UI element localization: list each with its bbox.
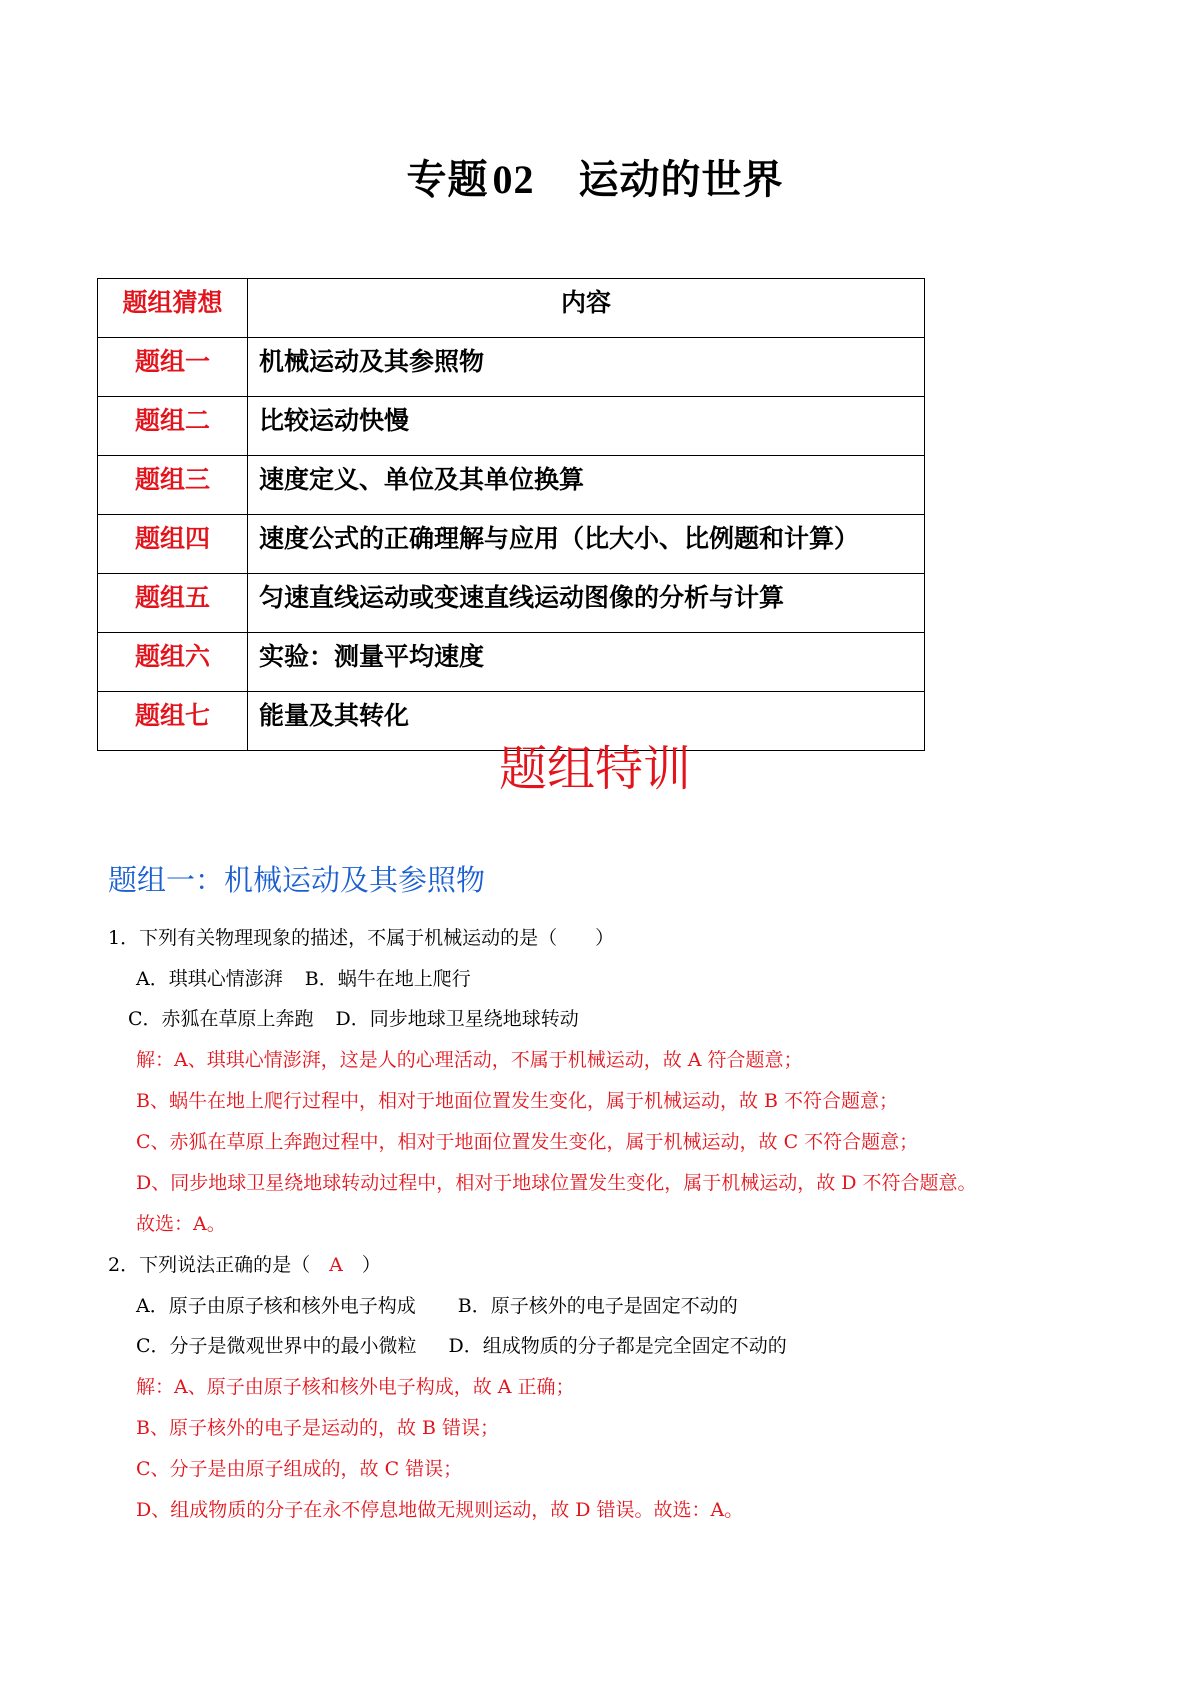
title-text: 运动的世界 bbox=[578, 157, 784, 203]
content-cell: 实验：测量平均速度 bbox=[248, 633, 925, 692]
question-2-options-cd bbox=[136, 1331, 787, 1358]
table-row bbox=[98, 574, 925, 633]
title-prefix: 专题 bbox=[406, 157, 489, 203]
group-cell: 题组四 bbox=[98, 515, 248, 574]
table-row bbox=[98, 515, 925, 574]
solution-line: C、赤狐在草原上奔跑过程中，相对于地面位置发生变化，属于机械运动，故 C 不符合题意； bbox=[136, 1131, 919, 1153]
table-row bbox=[98, 338, 925, 397]
group-cell: 题组一 bbox=[98, 338, 248, 397]
content-cell: 速度公式的正确理解与应用（比大小、比例题和计算） bbox=[248, 515, 925, 574]
content-cell: 能量及其转化 bbox=[248, 692, 925, 751]
question-2-stem bbox=[108, 1250, 381, 1277]
group-cell: 题组二 bbox=[98, 397, 248, 456]
header-group-cell: 题组猜想 bbox=[98, 279, 248, 338]
solution-line: B、原子核外的电子是运动的，故 B 错误； bbox=[136, 1417, 500, 1439]
table-header-row bbox=[98, 279, 925, 338]
option-d: D．组成物质的分子都是完全固定不动的 bbox=[448, 1335, 787, 1357]
solution-line: 故选：A。 bbox=[136, 1213, 226, 1235]
answer-text: A bbox=[329, 1254, 343, 1276]
question-1-stem: 1．下列有关物理现象的描述，不属于机械运动的是（ ） bbox=[108, 927, 615, 949]
solution-line: D、组成物质的分子在永不停息地做无规则运动，故 D 错误。故选：A。 bbox=[136, 1499, 744, 1521]
option-b: B．蜗牛在地上爬行 bbox=[304, 968, 471, 990]
option-a: A．原子由原子核和核外电子构成 bbox=[136, 1295, 416, 1317]
content-cell: 匀速直线运动或变速直线运动图像的分析与计算 bbox=[248, 574, 925, 633]
table-row bbox=[98, 456, 925, 515]
group-cell: 题组五 bbox=[98, 574, 248, 633]
solution-line: B、蜗牛在地上爬行过程中，相对于地面位置发生变化，属于机械运动，故 B 不符合题意； bbox=[136, 1090, 899, 1112]
table-row bbox=[98, 397, 925, 456]
option-b: B．原子核外的电子是固定不动的 bbox=[457, 1295, 738, 1317]
special-training-heading: 题组特训 bbox=[498, 741, 691, 797]
content-cell: 机械运动及其参照物 bbox=[248, 338, 925, 397]
solution-line: 解：A、原子由原子核和核外电子构成，故 A 正确； bbox=[136, 1376, 575, 1398]
group-cell: 题组七 bbox=[98, 692, 248, 751]
page-title bbox=[0, 148, 1190, 205]
group-cell: 题组三 bbox=[98, 456, 248, 515]
section-heading: 题组一：机械运动及其参照物 bbox=[108, 863, 486, 897]
option-d: D．同步地球卫星绕地球转动 bbox=[335, 1008, 579, 1030]
stem-text-end: ） bbox=[342, 1254, 381, 1276]
solution-line: C、分子是由原子组成的，故 C 错误； bbox=[136, 1458, 463, 1480]
option-c: C．分子是微观世界中的最小微粒 bbox=[136, 1335, 417, 1357]
question-1-options-ab bbox=[136, 964, 471, 991]
question-1-options-cd bbox=[128, 1004, 579, 1031]
title-number: 02 bbox=[492, 157, 535, 202]
table-row bbox=[98, 633, 925, 692]
group-cell: 题组六 bbox=[98, 633, 248, 692]
option-a: A．琪琪心情澎湃 bbox=[136, 968, 283, 990]
header-content-cell: 内容 bbox=[248, 279, 925, 338]
stem-text: 2．下列说法正确的是（ bbox=[108, 1254, 330, 1276]
content-cell: 速度定义、单位及其单位换算 bbox=[248, 456, 925, 515]
option-c: C．赤狐在草原上奔跑 bbox=[128, 1008, 314, 1030]
content-cell: 比较运动快慢 bbox=[248, 397, 925, 456]
solution-line: D、同步地球卫星绕地球转动过程中，相对于地球位置发生变化，属于机械运动，故 D 不符合题意。 bbox=[136, 1172, 977, 1194]
question-2-options-ab bbox=[136, 1291, 738, 1318]
solution-line: 解：A、琪琪心情澎湃，这是人的心理活动，不属于机械运动，故 A 符合题意； bbox=[136, 1049, 803, 1071]
topic-table bbox=[97, 278, 925, 751]
